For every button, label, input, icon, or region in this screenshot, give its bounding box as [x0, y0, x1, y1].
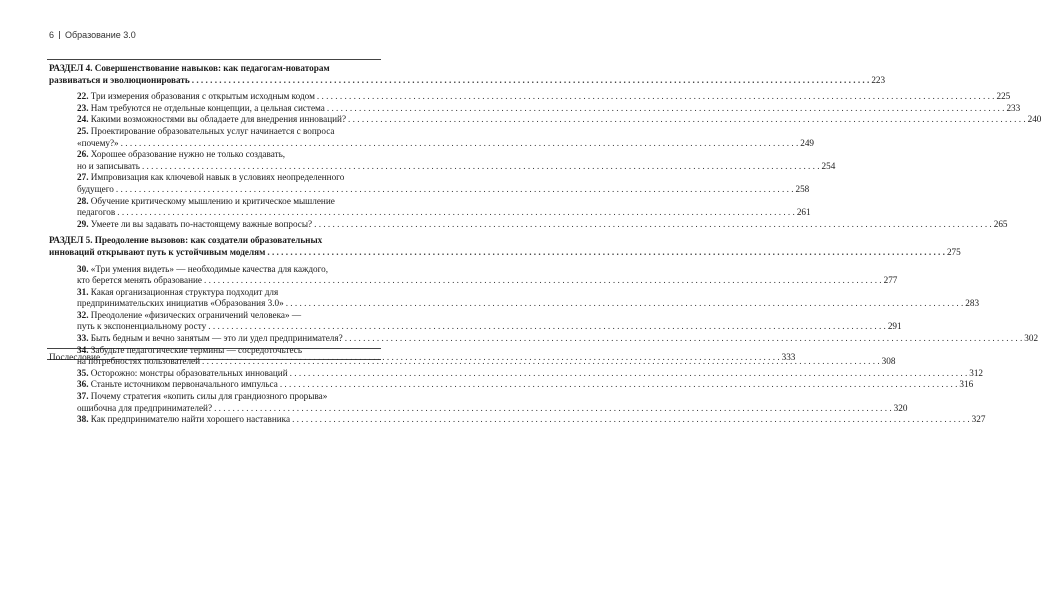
- section-5-heading-line1: РАЗДЕЛ 5. Преодоление вызовов: как создатели образовательных: [49, 235, 323, 246]
- section-4-heading-line2: развиваться и эволюционировать . . . 223: [49, 75, 379, 87]
- running-head: [49, 30, 136, 40]
- toc-entry-28-line1: 28. Обучение критическому мышлению и критическое мышление: [77, 195, 335, 206]
- toc-entry-34-line2: на потребностях пользователей . . . 308: [49, 356, 379, 368]
- toc-entry-31-line1: 31. Какая организационная структура подходит для: [77, 286, 279, 297]
- running-title: Образование 3.0: [65, 30, 136, 40]
- toc-entry-37-line2: ошибочна для предпринимателей? . . . 320: [49, 403, 379, 415]
- toc-entry-38: 38. Как предпринимателю найти хорошего наставника . . . 327: [49, 414, 379, 426]
- toc-entry-34-line1: 34. Забудьте педагогические термины — сосредоточьтесь: [77, 344, 303, 355]
- toc-entry-22: 22. Три измерения образования с открытым исходным кодом . . . 225: [49, 91, 379, 103]
- toc-entry-37-line1: 37. Почему стратегия «копить силы для грандиозного прорыва»: [77, 391, 328, 402]
- toc-entry-31-line2: предпринимательских инициатив «Образования 3.0» . . . 283: [49, 298, 379, 310]
- afterword-entry: Послесловие . . . 333: [49, 352, 379, 364]
- toc-entry-30-line1: 30. «Три умения видеть» — необходимые качества для каждого,: [77, 263, 329, 274]
- toc-entry-27-line2: будущего . . . 258: [49, 184, 379, 196]
- toc-entry-26-line2: но и записывать . . . 254: [49, 161, 379, 173]
- toc-entry-32-line1: 32. Преодоление «физических ограничений человека» —: [77, 309, 302, 320]
- toc-entry-33: 33. Быть бедным и вечно занятым — это ли удел предпринимателя? . . . 302: [49, 333, 379, 345]
- toc-entry-25-line2: «почему?» . . . 249: [49, 138, 379, 150]
- section-4-page: 223: [871, 74, 886, 85]
- toc-entry-30-line2: кто берется менять образование . . . 277: [49, 275, 379, 287]
- toc-entry-23: 23. Нам требуются не отдельные концепции, а цельная система . . . 233: [49, 103, 379, 115]
- page-number: 6: [49, 30, 55, 40]
- section-5-heading-line2: инноваций открывают путь к устойчивым моделям . . . 275: [49, 247, 379, 259]
- toc-entry-26-line1: 26. Хорошее образование нужно не только создавать,: [77, 149, 286, 160]
- toc-entry-36: 36. Станьте источником первоначального импульса . . . 316: [49, 379, 379, 391]
- toc-entry-32-line2: путь к экспоненциальному росту . . . 291: [49, 321, 379, 333]
- toc-entry-28-line2: педагогов . . . 261: [49, 207, 379, 219]
- toc-entry-25-line1: 25. Проектирование образовательных услуг начинается с вопроса: [77, 125, 335, 136]
- top-rule: [47, 59, 381, 60]
- section-4-heading-line1: РАЗДЕЛ 4. Совершенствование навыков: как педагогам-новаторам: [49, 63, 330, 73]
- toc-entry-29: 29. Умеете ли вы задавать по-настоящему важные вопросы? . . . 265: [49, 219, 379, 231]
- section-5-page: 275: [946, 246, 961, 257]
- separator-bar: [59, 31, 60, 39]
- toc-entry-35: 35. Осторожно: монстры образовательных инноваций . . . 312: [49, 368, 379, 380]
- toc-entry-24: 24. Какими возможностями вы обладаете для внедрения инноваций? . . . 240: [49, 114, 379, 126]
- toc-entry-27-line1: 27. Импровизация как ключевой навык в условиях неопределенного: [77, 172, 345, 183]
